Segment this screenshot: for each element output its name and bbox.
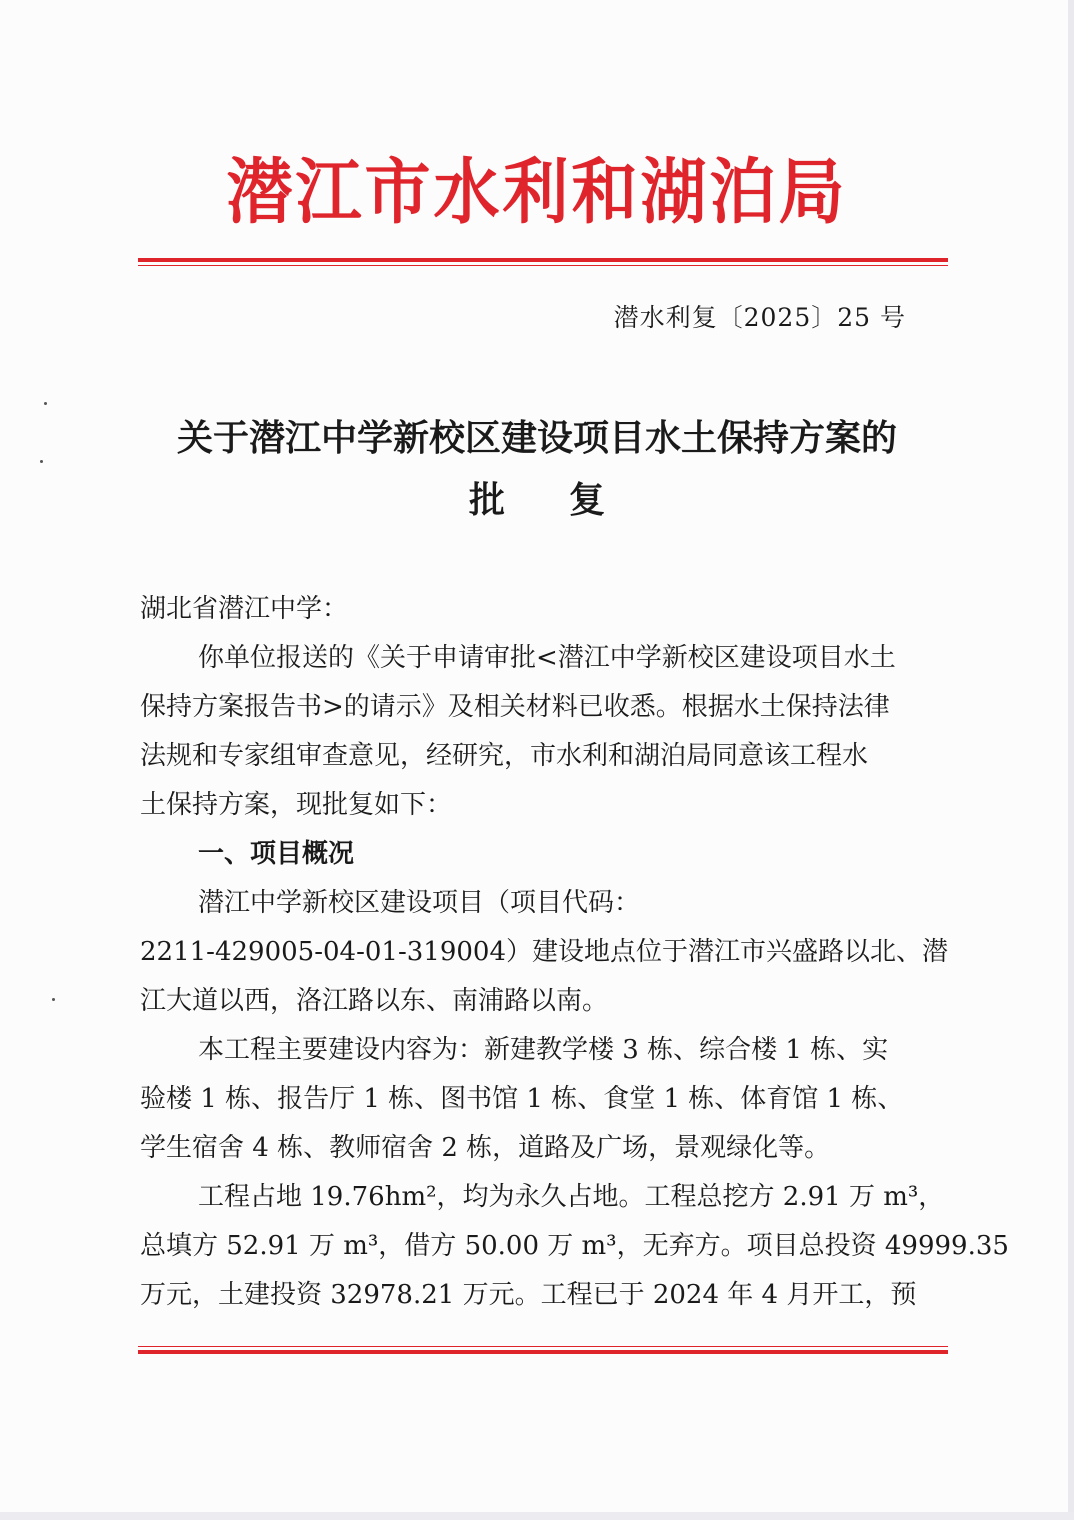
text-line: 本工程主要建设内容为：新建教学楼 3 栋、综合楼 1 栋、实 [198,1035,889,1065]
text-line: 法规和专家组审查意见，经研究，市水利和湖泊局同意该工程水 [140,741,869,771]
intro-paragraph [140,634,960,683]
text-line: 2211-429005-04-01-319004）建设地点位于潜江市兴盛路以北、潜 [140,937,948,967]
document-body [140,585,1009,1320]
scan-speck [44,402,47,405]
content-paragraph-continued [140,1075,960,1173]
scan-speck [52,998,55,1001]
document-number: 潜水利复〔2025〕25 号 [613,303,906,332]
footer-red-rule [138,1346,948,1354]
letterhead-red-rule [138,258,948,266]
addressee: 湖北省潜江中学： [140,594,349,624]
document-title-line-1: 关于潜江中学新校区建设项目水土保持方案的 [176,417,897,459]
land-paragraph-continued [140,1222,1009,1320]
section-heading: 一、项目概况 [198,839,355,869]
document-title-line-2: 批复 [468,479,669,521]
text-line: 潜江中学新校区建设项目（项目代码： [198,888,641,918]
page-bottom-shadow [0,1512,1074,1520]
text-line: 学生宿舍 4 栋、教师宿舍 2 栋，道路及广场，景观绿化等。 [140,1133,831,1163]
text-line: 万元，土建投资 32978.21 万元。工程已于 2024 年 4 月开工，预 [140,1280,917,1310]
text-line: 江大道以西，洛江路以东、南浦路以南。 [140,986,609,1016]
text-line: 保持方案报告书>的请示》及相关材料已收悉。根据水土保持法律 [140,692,890,722]
text-line: 土保持方案，现批复如下： [140,790,453,820]
intro-paragraph-continued [140,683,960,830]
overview-paragraph [140,879,960,928]
content-paragraph [140,1026,960,1075]
text-line: 验楼 1 栋、报告厅 1 栋、图书馆 1 栋、食堂 1 栋、体育馆 1 栋、 [140,1084,904,1114]
overview-paragraph-continued [140,928,960,1026]
text-line: 总填方 52.91 万 m³，借方 50.00 万 m³，无弃方。项目总投资 49999.35 [140,1231,1009,1261]
land-paragraph [140,1173,960,1222]
text-line: 你单位报送的《关于申请审批<潜江中学新校区建设项目水土 [198,643,896,673]
letterhead-agency-name: 潜江市水利和湖泊局 [226,150,848,234]
text-line: 工程占地 19.76hm²，均为永久占地。工程总挖方 2.91 万 m³， [198,1182,945,1212]
